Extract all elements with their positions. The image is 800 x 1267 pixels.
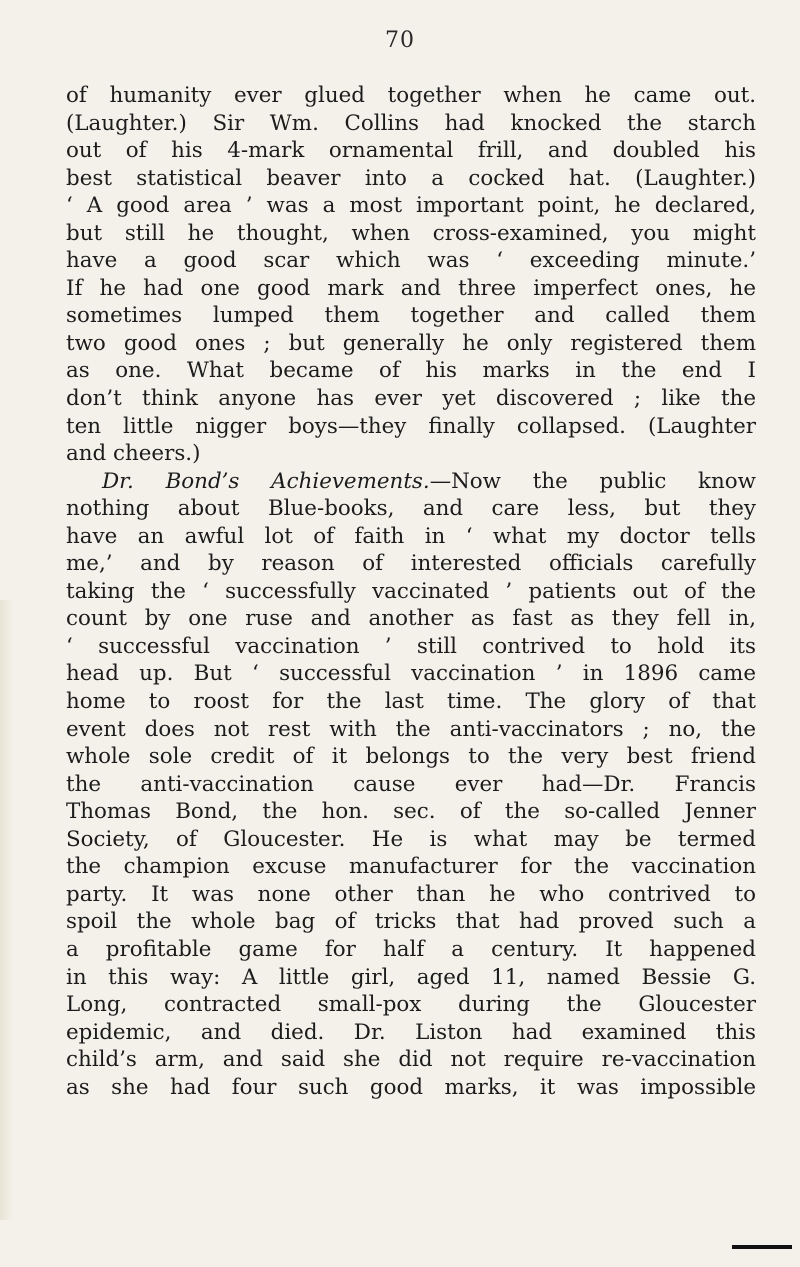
text-line: out of his 4-mark ornamental frill, and doubled his: [66, 138, 756, 164]
section-heading-line: [66, 468, 756, 496]
text-line: sometimes lumped them together and called them: [66, 303, 756, 329]
text-line: two good ones ; but generally he only registered them: [66, 330, 756, 356]
body-text: [66, 82, 756, 1101]
text-line: (Laughter.) Sir Wm. Collins had knocked the starch: [66, 110, 756, 136]
text-line: nothing about Blue-books, and care less, but they: [66, 496, 756, 522]
section-heading: Dr. Bond’s Achievements.: [102, 468, 430, 494]
text-line: but still he thought, when cross-examined, you might: [66, 220, 756, 246]
page-corner-mark: [732, 1245, 792, 1249]
text-line: best statistical beaver into a cocked hat. (Laughter.): [66, 165, 756, 191]
text-line: Thomas Bond, the hon. sec. of the so-called Jenner: [66, 799, 756, 825]
text-line: the anti-vaccination cause ever had—Dr. Francis: [66, 771, 756, 797]
text-line: ten little nigger boys—they finally collapsed. (Laughter: [66, 413, 756, 439]
text-line: epidemic, and died. Dr. Liston had examined this: [66, 1019, 756, 1045]
text-line: spoil the whole bag of tricks that had proved such a: [66, 909, 756, 935]
text-line: count by one ruse and another as fast as they fell in,: [66, 606, 756, 632]
text-line: whole sole credit of it belongs to the very best friend: [66, 744, 756, 770]
text-line: as she had four such good marks, it was impossible: [66, 1074, 756, 1100]
text-line: as one. What became of his marks in the end I: [66, 358, 756, 384]
text-line: ‘ successful vaccination ’ still contrived to hold its: [66, 633, 756, 659]
text-line: head up. But ‘ successful vaccination ’ in 1896 came: [66, 661, 756, 687]
text-line: child’s arm, and said she did not require re-vaccination: [66, 1047, 756, 1073]
text-line: have a good scar which was ‘ exceeding minute.’: [66, 248, 756, 274]
text-line: a profitable game for half a century. It happened: [66, 936, 756, 962]
text-line: don’t think anyone has ever yet discovered ; like the: [66, 386, 756, 412]
text-line: in this way: A little girl, aged 11, named Bessie G.: [66, 964, 756, 990]
page-number: 70: [385, 28, 415, 53]
text-line: ‘ A good area ’ was a most important point, he declared,: [66, 193, 756, 219]
text-line: the champion excuse manufacturer for the vaccination: [66, 854, 756, 880]
text-line: me,’ and by reason of interested officials carefully: [66, 551, 756, 577]
text-line: If he had one good mark and three imperfect ones, he: [66, 275, 756, 301]
text-line: taking the ‘ successfully vaccinated ’ patients out of the: [66, 578, 756, 604]
text-line: have an awful lot of faith in ‘ what my doctor tells: [66, 523, 756, 549]
text-line: home to roost for the last time. The glory of that: [66, 689, 756, 715]
page-edge-shading: [0, 600, 14, 1220]
text-line: Long, contracted small-pox during the Gloucester: [66, 992, 756, 1018]
section-heading-continuation: —Now the public know: [429, 468, 756, 494]
text-line: Society, of Gloucester. He is what may be termed: [66, 826, 756, 852]
text-line: event does not rest with the anti-vaccinators ; no, the: [66, 716, 756, 742]
text-line: of humanity ever glued together when he came out.: [66, 83, 756, 108]
text-line: and cheers.): [66, 441, 201, 467]
text-line: party. It was none other than he who contrived to: [66, 881, 756, 907]
